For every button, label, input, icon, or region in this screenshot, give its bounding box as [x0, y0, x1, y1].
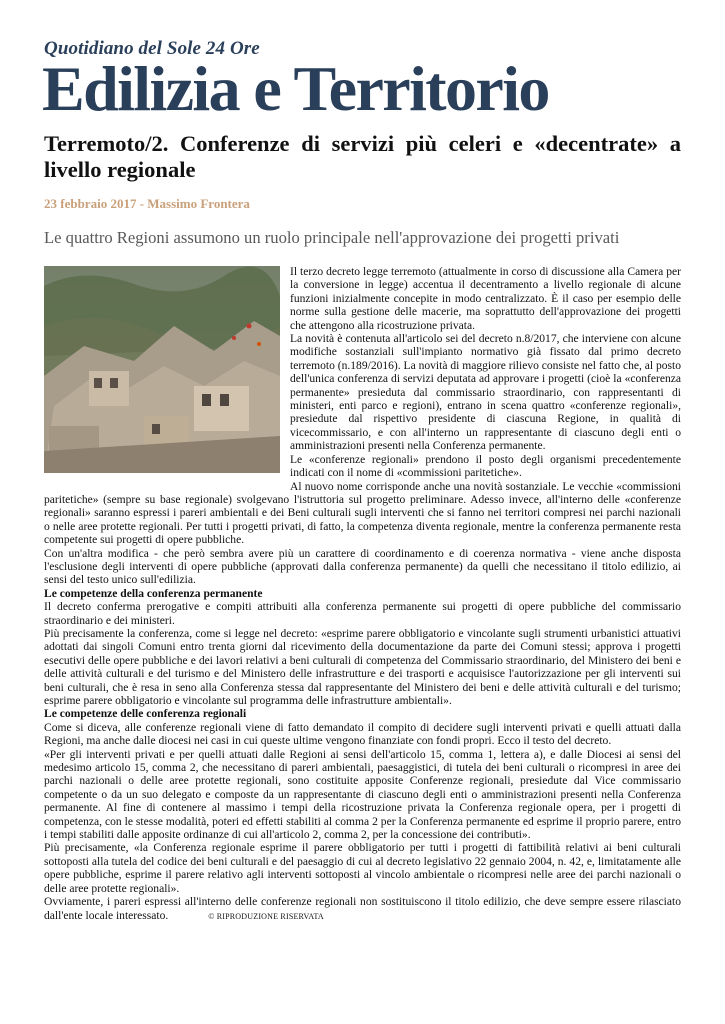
article-paragraph: Come si diceva, alle conferenze regionali viene di fatto demandato il compito di decidere sugli interventi privati e quelli attuati dalla Regioni, ma anche dalle diocesi nei casi in cui queste ultime vengono finanziate con fondi propri. Ecco il testo del decreto.	[44, 721, 681, 748]
article-headline: Terremoto/2. Conferenze di servizi più celeri e «decentrate» a livello regionale	[44, 131, 681, 182]
article-paragraph: Più precisamente, «la Conferenza regionale esprime il parere obbligatorio per tutti i progetti di fattibilità relativi ai beni culturali sottoposti alla tutela del codice dei beni culturali e del paesaggio di cui al decreto legislativo 22 gennaio 2004, n. 42, e, limitatamente alle opere pubbliche, esprime il parere relativo agli interventi sottoposti al vincolo ambientale o ricompresi nelle aree dei parchi nazionali o delle aree protette regionali».	[44, 842, 681, 895]
masthead-subtitle: Quotidiano del Sole 24 Ore	[44, 38, 260, 59]
article-paragraph: Con un'altra modifica - che però sembra avere più un carattere di coordinamento e di coerenza normativa - viene anche disposta l'esclusione degli interventi di opere pubbliche (approvati dalla conferenza permanente) da quelli che necessitano il titolo edilizio, ai sensi del testo unico sull'edilizia.	[44, 547, 681, 587]
article-paragraph: La novità è contenuta all'articolo sei del decreto n.8/2017, che interviene con alcune modifiche sostanziali sull'impianto normativo già fissato dal primo decreto terremoto (n.189/2016). La novità di maggiore rilievo consiste nel fatto che, al posto dell'unica conferenza di servizi deputata ad approvare i progetti (cioè la «conferenza permanente» presieduta dal commissario straordinario, con rappresentanti di ministeri, enti parco e regioni), entrano in scena quattro «conferenze regionali», presiedute dal rispettivo presidente di ciascuna Regione, in qualità di vicecommissario, e con all'interno un rappresentante di ciascuno degli enti o amministrazioni presenti nella Conferenza permanente.	[290, 333, 681, 453]
article-paragraph: Ovviamente, i pareri espressi all'interno delle conferenze regionali non sostituiscono il titolo edilizio, che deve sempre essere rilasciato dall'ente locale interessato.	[44, 896, 681, 922]
masthead-title: Edilizia e Territorio	[42, 53, 549, 124]
article-body	[44, 266, 681, 923]
article-summary: Le quattro Regioni assumono un ruolo principale nell'approvazione dei progetti privati	[44, 228, 620, 247]
article-dateline: 23 febbraio 2017 - Massimo Frontera	[44, 196, 250, 211]
article-paragraph: Al nuovo nome corrisponde anche una novità sostanziale. Le vecchie «commissioni paritetiche» (sempre su base regionale) svolgevano l'istruttoria sul progetto preliminare. Adesso invece, all'interno delle «conferenze regionali» saranno espressi i pareri ambientali e dei Beni culturali sugli interventi che si fanno nei territori compresi nei parchi nazionali o nelle aree protette regionali. Per tutti i progetti privati, di fatto, la competenza diventa regionale, mentre la conferenza permanente resta competente sui progetti di opere pubbliche.	[44, 480, 681, 547]
photo-placeholder	[44, 266, 280, 488]
section-heading: Le competenze delle conferenza regionali	[44, 708, 247, 721]
article-paragraph: Le «conferenze regionali» prendono il posto degli organismi precedentemente indicati con il nome di «commissioni paritetiche».	[290, 453, 681, 480]
section-heading: Le competenze della conferenza permanente	[44, 587, 263, 600]
article-paragraph: Il terzo decreto legge terremoto (attualmente in corso di discussione alla Camera per la conversione in legge) accentua il decentramento a livello regionale di alcune funzioni inizialmente concepite in modo centralizzato. È il caso per esempio delle norme sulla gestione delle macerie, ma soprattutto dell'approvazione dei progetti che attengono alla ricostruzione privata.	[290, 266, 681, 332]
article-paragraph: «Per gli interventi privati e per quelli attuati dalle Regioni ai sensi dell'articolo 15, comma 1, lettera a), e dalle Diocesi ai sensi del medesimo articolo 15, comma 2, che necessitano di pareri ambientali, paesaggistici, di tutela dei beni culturali o ricompresi in aree dei parchi nazionali o delle aree protette regionali, sono costituite apposite Conferenze regionali, presiedute dal Vice commissario competente o da un suo delegato e composte da un rappresentante di ciascuno degli enti o amministrazioni presenti nella Conferenza permanente. Al fine di contenere al massimo i tempi della ricostruzione privata la Conferenza regionale opera, per i progetti di competenza, con le stesse modalità, poteri ed effetti stabiliti al comma 2 per la Conferenza permanente ed esprime il proprio parere, entro i tempi stabiliti dalle apposite ordinanze di cui all'articolo 2, comma 2, per la concessione dei contributi».	[44, 748, 681, 842]
article-paragraph: Il decreto conferma prerogative e compiti attribuiti alla conferenza permanente sui progetti di opere pubbliche del commissario straordinario e dei ministeri.	[44, 601, 681, 627]
copyright-notice: © RIPRODUZIONE RISERVATA	[208, 911, 324, 921]
article-last-paragraph	[44, 896, 681, 923]
article-paragraph: Più precisamente la conferenza, come si legge nel decreto: «esprime parere obbligatorio e vincolante sugli strumenti urbanistici attuativi adottati dai singoli Comuni entro trenta giorni dal ricevimento della documentazione da parte dei Comuni stessi; approva i progetti esecutivi delle opere pubbliche e dei lavori relativi a beni culturali di competenza del Commissario straordinario, del Ministero dei beni e delle attività culturali e del turismo e del Ministero delle infrastrutture e dei trasporti e acquisisce l'autorizzazione per gli interventi sui beni culturali, che è resa in seno alla Conferenza stessa dal rappresentante del Ministero dei beni e delle attività culturali e del turismo; esprime parere obbligatorio e vincolante sul programma delle infrastrutture ambientali».	[44, 627, 681, 707]
